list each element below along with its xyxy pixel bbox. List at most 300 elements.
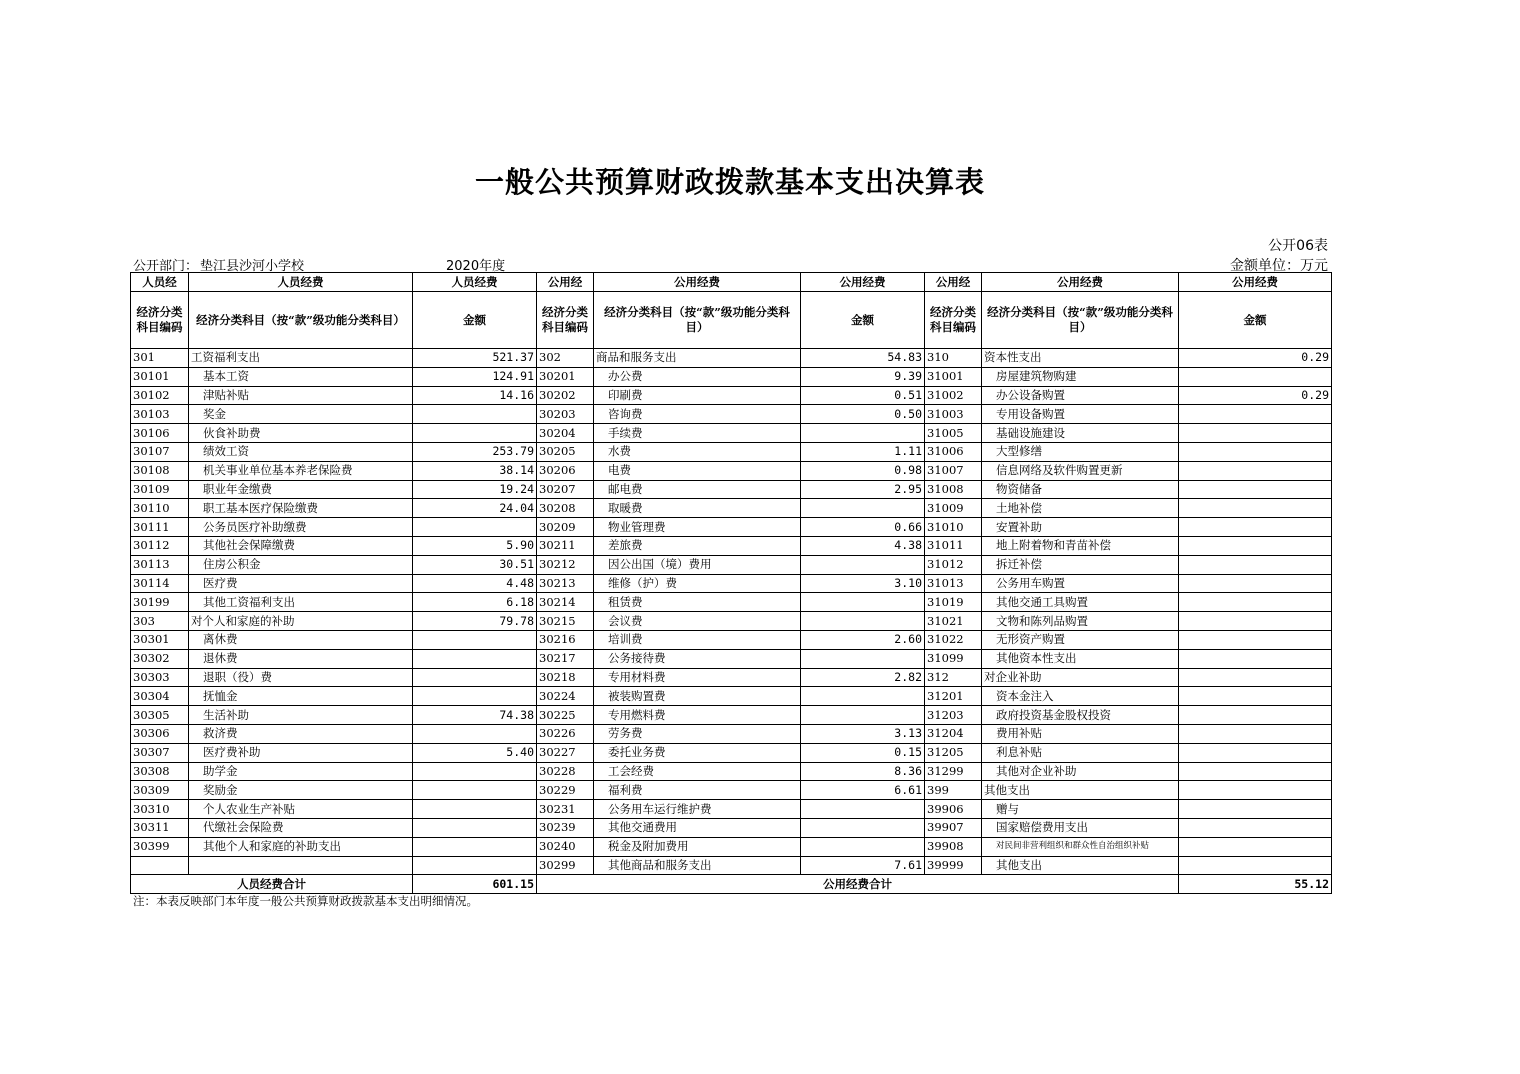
item-name-cell: 文物和陈列品购置 bbox=[982, 612, 1179, 631]
item-name-cell: 奖励金 bbox=[189, 781, 413, 800]
item-name-cell: 助学金 bbox=[189, 762, 413, 781]
code-cell: 30305 bbox=[131, 706, 189, 725]
item-name-cell: 代缴社会保险费 bbox=[189, 818, 413, 837]
amount-cell bbox=[1179, 499, 1332, 518]
item-name-cell: 其他工资福利支出 bbox=[189, 593, 413, 612]
totals-row bbox=[131, 875, 1332, 894]
table-row bbox=[131, 499, 1332, 518]
header-cell: 公用经费 bbox=[594, 273, 801, 292]
amount-cell: 6.18 bbox=[413, 593, 537, 612]
code-cell: 30303 bbox=[131, 668, 189, 687]
code-cell: 30215 bbox=[537, 612, 594, 631]
code-cell: 30202 bbox=[537, 386, 594, 405]
amount-cell bbox=[413, 405, 537, 424]
item-name-cell: 手续费 bbox=[594, 424, 801, 443]
item-name-cell: 工会经费 bbox=[594, 762, 801, 781]
header-cell: 公用经费 bbox=[1179, 273, 1332, 292]
amount-cell bbox=[1179, 536, 1332, 555]
code-cell: 30212 bbox=[537, 555, 594, 574]
code-cell: 30208 bbox=[537, 499, 594, 518]
amount-cell: 7.61 bbox=[801, 856, 925, 875]
item-name-cell: 对个人和家庭的补助 bbox=[189, 612, 413, 631]
code-cell: 31019 bbox=[925, 593, 982, 612]
amount-cell bbox=[1179, 649, 1332, 668]
code-cell: 30309 bbox=[131, 781, 189, 800]
expenditure-table bbox=[130, 272, 1332, 894]
table-row bbox=[131, 555, 1332, 574]
item-name-cell: 其他支出 bbox=[982, 856, 1179, 875]
amount-cell bbox=[413, 818, 537, 837]
amount-cell: 74.38 bbox=[413, 706, 537, 725]
code-cell: 30106 bbox=[131, 424, 189, 443]
amount-cell: 3.10 bbox=[801, 574, 925, 593]
item-name-cell: 其他交通工具购置 bbox=[982, 593, 1179, 612]
item-name-cell: 利息补贴 bbox=[982, 743, 1179, 762]
code-cell: 31007 bbox=[925, 461, 982, 480]
header-cell: 金额 bbox=[413, 292, 537, 349]
code-cell: 30205 bbox=[537, 442, 594, 461]
amount-cell bbox=[1179, 555, 1332, 574]
item-name-cell: 津贴补贴 bbox=[189, 386, 413, 405]
amount-cell bbox=[1179, 818, 1332, 837]
code-cell: 30239 bbox=[537, 818, 594, 837]
header-cell: 经济分类科目（按“款”级功能分类科目） bbox=[982, 292, 1179, 349]
department-label: 公开部门： bbox=[133, 259, 199, 274]
code-cell: 31021 bbox=[925, 612, 982, 631]
code-cell: 30201 bbox=[537, 367, 594, 386]
header-cell: 金额 bbox=[801, 292, 925, 349]
item-name-cell: 资本性支出 bbox=[982, 349, 1179, 368]
item-name-cell: 委托业务费 bbox=[594, 743, 801, 762]
table-row bbox=[131, 574, 1332, 593]
header-cell: 金额 bbox=[1179, 292, 1332, 349]
amount-cell: 3.13 bbox=[801, 724, 925, 743]
item-name-cell: 维修（护）费 bbox=[594, 574, 801, 593]
amount-cell: 38.14 bbox=[413, 461, 537, 480]
amount-cell bbox=[1179, 706, 1332, 725]
item-name-cell: 办公设备购置 bbox=[982, 386, 1179, 405]
code-cell: 31001 bbox=[925, 367, 982, 386]
table-row bbox=[131, 630, 1332, 649]
header-row-groups bbox=[131, 273, 1332, 292]
item-name-cell: 国家赔偿费用支出 bbox=[982, 818, 1179, 837]
amount-cell: 4.48 bbox=[413, 574, 537, 593]
item-name-cell: 取暖费 bbox=[594, 499, 801, 518]
item-name-cell: 绩效工资 bbox=[189, 442, 413, 461]
table-row bbox=[131, 480, 1332, 499]
item-name-cell: 劳务费 bbox=[594, 724, 801, 743]
amount-cell bbox=[1179, 837, 1332, 856]
code-cell: 30204 bbox=[537, 424, 594, 443]
item-name-cell: 机关事业单位基本养老保险费 bbox=[189, 461, 413, 480]
code-cell: 30199 bbox=[131, 593, 189, 612]
table-row bbox=[131, 724, 1332, 743]
item-name-cell: 专用设备购置 bbox=[982, 405, 1179, 424]
item-name-cell: 房屋建筑物购建 bbox=[982, 367, 1179, 386]
code-cell: 310 bbox=[925, 349, 982, 368]
footnote: 注：本表反映部门本年度一般公共预算财政拨款基本支出明细情况。 bbox=[133, 894, 478, 908]
amount-cell: 9.39 bbox=[801, 367, 925, 386]
amount-cell: 0.15 bbox=[801, 743, 925, 762]
header-row-columns bbox=[131, 292, 1332, 349]
amount-cell bbox=[1179, 367, 1332, 386]
table-row bbox=[131, 743, 1332, 762]
table-row bbox=[131, 668, 1332, 687]
item-name-cell: 被装购置费 bbox=[594, 687, 801, 706]
code-cell: 30304 bbox=[131, 687, 189, 706]
amount-cell bbox=[1179, 630, 1332, 649]
item-name-cell: 个人农业生产补贴 bbox=[189, 800, 413, 819]
table-row bbox=[131, 349, 1332, 368]
code-cell bbox=[131, 856, 189, 875]
code-cell: 30299 bbox=[537, 856, 594, 875]
item-name-cell: 基本工资 bbox=[189, 367, 413, 386]
table-row bbox=[131, 837, 1332, 856]
item-name-cell: 物业管理费 bbox=[594, 518, 801, 537]
table-row bbox=[131, 386, 1332, 405]
code-cell: 30226 bbox=[537, 724, 594, 743]
header-cell: 人员经 bbox=[131, 273, 189, 292]
code-cell: 30110 bbox=[131, 499, 189, 518]
item-name-cell: 住房公积金 bbox=[189, 555, 413, 574]
item-name-cell bbox=[189, 856, 413, 875]
code-cell: 30307 bbox=[131, 743, 189, 762]
code-cell: 30310 bbox=[131, 800, 189, 819]
code-cell: 30211 bbox=[537, 536, 594, 555]
department-name: 垫江县沙河小学校 bbox=[200, 259, 305, 274]
table-row bbox=[131, 367, 1332, 386]
amount-cell bbox=[413, 800, 537, 819]
amount-cell bbox=[1179, 687, 1332, 706]
code-cell: 30308 bbox=[131, 762, 189, 781]
amount-cell bbox=[801, 555, 925, 574]
code-cell: 39999 bbox=[925, 856, 982, 875]
amount-cell: 0.29 bbox=[1179, 349, 1332, 368]
code-cell: 30399 bbox=[131, 837, 189, 856]
item-name-cell: 培训费 bbox=[594, 630, 801, 649]
table-row bbox=[131, 762, 1332, 781]
table-row bbox=[131, 405, 1332, 424]
amount-cell bbox=[1179, 593, 1332, 612]
item-name-cell: 大型修缮 bbox=[982, 442, 1179, 461]
header-cell: 经济分类科目编码 bbox=[925, 292, 982, 349]
code-cell: 30301 bbox=[131, 630, 189, 649]
table-row bbox=[131, 818, 1332, 837]
code-cell: 30209 bbox=[537, 518, 594, 537]
item-name-cell: 伙食补助费 bbox=[189, 424, 413, 443]
amount-cell bbox=[413, 668, 537, 687]
header-cell: 经济分类科目编码 bbox=[131, 292, 189, 349]
amount-unit: 金额单位：万元 bbox=[1230, 258, 1328, 274]
header-cell: 经济分类科目（按“款”级功能分类科目） bbox=[594, 292, 801, 349]
item-name-cell: 信息网络及软件购置更新 bbox=[982, 461, 1179, 480]
code-cell: 30229 bbox=[537, 781, 594, 800]
code-cell: 39906 bbox=[925, 800, 982, 819]
item-name-cell: 电费 bbox=[594, 461, 801, 480]
amount-cell bbox=[413, 781, 537, 800]
code-cell: 31204 bbox=[925, 724, 982, 743]
code-cell: 30240 bbox=[537, 837, 594, 856]
amount-cell bbox=[1179, 424, 1332, 443]
item-name-cell: 无形资产购置 bbox=[982, 630, 1179, 649]
table-row bbox=[131, 706, 1332, 725]
item-name-cell: 邮电费 bbox=[594, 480, 801, 499]
item-name-cell: 公务员医疗补助缴费 bbox=[189, 518, 413, 537]
page-title: 一般公共预算财政拨款基本支出决算表 bbox=[474, 165, 985, 199]
amount-cell bbox=[413, 424, 537, 443]
amount-cell bbox=[1179, 743, 1332, 762]
item-name-cell: 职工基本医疗保险缴费 bbox=[189, 499, 413, 518]
code-cell: 30227 bbox=[537, 743, 594, 762]
code-cell: 30302 bbox=[131, 649, 189, 668]
item-name-cell: 专用材料费 bbox=[594, 668, 801, 687]
amount-cell: 253.79 bbox=[413, 442, 537, 461]
item-name-cell: 其他商品和服务支出 bbox=[594, 856, 801, 875]
amount-cell bbox=[413, 630, 537, 649]
amount-cell bbox=[1179, 762, 1332, 781]
amount-cell bbox=[801, 818, 925, 837]
code-cell: 30112 bbox=[131, 536, 189, 555]
amount-cell: 14.16 bbox=[413, 386, 537, 405]
item-name-cell: 对民间非营利组织和群众性自治组织补贴 bbox=[982, 837, 1179, 856]
header-cell: 人员经费 bbox=[189, 273, 413, 292]
amount-cell bbox=[1179, 781, 1332, 800]
item-name-cell: 商品和服务支出 bbox=[594, 349, 801, 368]
header-cell: 人员经费 bbox=[413, 273, 537, 292]
code-cell: 31002 bbox=[925, 386, 982, 405]
item-name-cell: 地上附着物和青苗补偿 bbox=[982, 536, 1179, 555]
code-cell: 30216 bbox=[537, 630, 594, 649]
code-cell: 30102 bbox=[131, 386, 189, 405]
item-name-cell: 税金及附加费用 bbox=[594, 837, 801, 856]
table-row bbox=[131, 461, 1332, 480]
amount-cell: 79.78 bbox=[413, 612, 537, 631]
amount-cell: 54.83 bbox=[801, 349, 925, 368]
amount-cell bbox=[1179, 856, 1332, 875]
amount-cell bbox=[413, 856, 537, 875]
item-name-cell: 租赁费 bbox=[594, 593, 801, 612]
code-cell: 302 bbox=[537, 349, 594, 368]
code-cell: 31022 bbox=[925, 630, 982, 649]
code-cell: 30217 bbox=[537, 649, 594, 668]
item-name-cell: 其他资本性支出 bbox=[982, 649, 1179, 668]
code-cell: 399 bbox=[925, 781, 982, 800]
code-cell: 31013 bbox=[925, 574, 982, 593]
amount-cell bbox=[801, 593, 925, 612]
amount-cell: 0.66 bbox=[801, 518, 925, 537]
amount-cell: 124.91 bbox=[413, 367, 537, 386]
item-name-cell: 安置补助 bbox=[982, 518, 1179, 537]
header-cell: 公用经费 bbox=[982, 273, 1179, 292]
table-row bbox=[131, 687, 1332, 706]
amount-cell bbox=[801, 612, 925, 631]
header-cell: 公用经费 bbox=[801, 273, 925, 292]
item-name-cell: 退休费 bbox=[189, 649, 413, 668]
code-cell: 30306 bbox=[131, 724, 189, 743]
item-name-cell: 医疗费 bbox=[189, 574, 413, 593]
header-cell: 经济分类科目编码 bbox=[537, 292, 594, 349]
amount-cell: 0.51 bbox=[801, 386, 925, 405]
amount-cell: 5.40 bbox=[413, 743, 537, 762]
amount-cell: 5.90 bbox=[413, 536, 537, 555]
code-cell: 30101 bbox=[131, 367, 189, 386]
item-name-cell: 基础设施建设 bbox=[982, 424, 1179, 443]
code-cell: 30203 bbox=[537, 405, 594, 424]
amount-cell: 0.98 bbox=[801, 461, 925, 480]
amount-cell bbox=[1179, 442, 1332, 461]
code-cell: 30225 bbox=[537, 706, 594, 725]
item-name-cell: 奖金 bbox=[189, 405, 413, 424]
code-cell: 31203 bbox=[925, 706, 982, 725]
table-row bbox=[131, 649, 1332, 668]
amount-cell bbox=[413, 649, 537, 668]
item-name-cell: 政府投资基金股权投资 bbox=[982, 706, 1179, 725]
table-row bbox=[131, 856, 1332, 875]
amount-cell bbox=[801, 649, 925, 668]
code-cell: 303 bbox=[131, 612, 189, 631]
amount-cell bbox=[1179, 480, 1332, 499]
item-name-cell: 赠与 bbox=[982, 800, 1179, 819]
code-cell: 31006 bbox=[925, 442, 982, 461]
item-name-cell: 职业年金缴费 bbox=[189, 480, 413, 499]
item-name-cell: 公务用车购置 bbox=[982, 574, 1179, 593]
item-name-cell: 公务接待费 bbox=[594, 649, 801, 668]
amount-cell bbox=[801, 837, 925, 856]
amount-cell: 19.24 bbox=[413, 480, 537, 499]
fiscal-year: 2020年度 bbox=[446, 259, 506, 274]
amount-cell: 24.04 bbox=[413, 499, 537, 518]
public-total-value: 55.12 bbox=[1179, 875, 1332, 894]
code-cell: 31003 bbox=[925, 405, 982, 424]
amount-cell bbox=[413, 762, 537, 781]
item-name-cell: 拆迁补偿 bbox=[982, 555, 1179, 574]
table-row bbox=[131, 800, 1332, 819]
code-cell: 30107 bbox=[131, 442, 189, 461]
amount-cell bbox=[413, 724, 537, 743]
item-name-cell: 资本金注入 bbox=[982, 687, 1179, 706]
code-cell: 30228 bbox=[537, 762, 594, 781]
amount-cell: 30.51 bbox=[413, 555, 537, 574]
code-cell: 30311 bbox=[131, 818, 189, 837]
item-name-cell: 咨询费 bbox=[594, 405, 801, 424]
table-row bbox=[131, 518, 1332, 537]
amount-cell bbox=[1179, 518, 1332, 537]
code-cell: 30114 bbox=[131, 574, 189, 593]
code-cell: 30213 bbox=[537, 574, 594, 593]
amount-cell bbox=[1179, 800, 1332, 819]
code-cell: 30109 bbox=[131, 480, 189, 499]
item-name-cell: 土地补偿 bbox=[982, 499, 1179, 518]
amount-cell bbox=[801, 687, 925, 706]
code-cell: 301 bbox=[131, 349, 189, 368]
table-row bbox=[131, 424, 1332, 443]
amount-cell: 0.50 bbox=[801, 405, 925, 424]
amount-cell bbox=[1179, 405, 1332, 424]
item-name-cell: 其他交通费用 bbox=[594, 818, 801, 837]
item-name-cell: 会议费 bbox=[594, 612, 801, 631]
item-name-cell: 工资福利支出 bbox=[189, 349, 413, 368]
item-name-cell: 退职（役）费 bbox=[189, 668, 413, 687]
code-cell: 30207 bbox=[537, 480, 594, 499]
amount-cell bbox=[801, 800, 925, 819]
code-cell: 30206 bbox=[537, 461, 594, 480]
code-cell: 30108 bbox=[131, 461, 189, 480]
item-name-cell: 办公费 bbox=[594, 367, 801, 386]
item-name-cell: 公务用车运行维护费 bbox=[594, 800, 801, 819]
code-cell: 31009 bbox=[925, 499, 982, 518]
public-total-label: 公用经费合计 bbox=[537, 875, 1179, 894]
amount-cell bbox=[801, 706, 925, 725]
code-cell: 30103 bbox=[131, 405, 189, 424]
amount-cell bbox=[413, 837, 537, 856]
amount-cell: 2.95 bbox=[801, 480, 925, 499]
item-name-cell: 其他社会保障缴费 bbox=[189, 536, 413, 555]
code-cell: 30214 bbox=[537, 593, 594, 612]
table-row bbox=[131, 781, 1332, 800]
item-name-cell: 福利费 bbox=[594, 781, 801, 800]
amount-cell bbox=[1179, 574, 1332, 593]
amount-cell bbox=[801, 424, 925, 443]
amount-cell bbox=[1179, 461, 1332, 480]
amount-cell: 2.82 bbox=[801, 668, 925, 687]
code-cell: 31012 bbox=[925, 555, 982, 574]
item-name-cell: 物资储备 bbox=[982, 480, 1179, 499]
code-cell: 31099 bbox=[925, 649, 982, 668]
table-row bbox=[131, 612, 1332, 631]
item-name-cell: 生活补助 bbox=[189, 706, 413, 725]
code-cell: 31008 bbox=[925, 480, 982, 499]
code-cell: 39907 bbox=[925, 818, 982, 837]
amount-cell bbox=[413, 687, 537, 706]
code-cell: 31299 bbox=[925, 762, 982, 781]
amount-cell bbox=[1179, 724, 1332, 743]
item-name-cell: 专用燃料费 bbox=[594, 706, 801, 725]
header-cell: 公用经 bbox=[925, 273, 982, 292]
amount-cell bbox=[413, 518, 537, 537]
code-cell: 31205 bbox=[925, 743, 982, 762]
amount-cell bbox=[801, 499, 925, 518]
code-cell: 312 bbox=[925, 668, 982, 687]
code-cell: 30218 bbox=[537, 668, 594, 687]
item-name-cell: 差旅费 bbox=[594, 536, 801, 555]
code-cell: 31011 bbox=[925, 536, 982, 555]
item-name-cell: 离休费 bbox=[189, 630, 413, 649]
item-name-cell: 其他对企业补助 bbox=[982, 762, 1179, 781]
item-name-cell: 水费 bbox=[594, 442, 801, 461]
item-name-cell: 费用补贴 bbox=[982, 724, 1179, 743]
table-row bbox=[131, 442, 1332, 461]
amount-cell: 8.36 bbox=[801, 762, 925, 781]
item-name-cell: 抚恤金 bbox=[189, 687, 413, 706]
table-row bbox=[131, 593, 1332, 612]
item-name-cell: 医疗费补助 bbox=[189, 743, 413, 762]
form-number: 公开06表 bbox=[1268, 238, 1328, 254]
item-name-cell: 因公出国（境）费用 bbox=[594, 555, 801, 574]
amount-cell bbox=[1179, 668, 1332, 687]
amount-cell: 0.29 bbox=[1179, 386, 1332, 405]
amount-cell: 521.37 bbox=[413, 349, 537, 368]
code-cell: 31005 bbox=[925, 424, 982, 443]
item-name-cell: 对企业补助 bbox=[982, 668, 1179, 687]
amount-cell: 4.38 bbox=[801, 536, 925, 555]
code-cell: 30231 bbox=[537, 800, 594, 819]
header-cell: 经济分类科目（按“款”级功能分类科目） bbox=[189, 292, 413, 349]
code-cell: 31010 bbox=[925, 518, 982, 537]
code-cell: 30113 bbox=[131, 555, 189, 574]
code-cell: 30111 bbox=[131, 518, 189, 537]
code-cell: 39908 bbox=[925, 837, 982, 856]
item-name-cell: 其他个人和家庭的补助支出 bbox=[189, 837, 413, 856]
